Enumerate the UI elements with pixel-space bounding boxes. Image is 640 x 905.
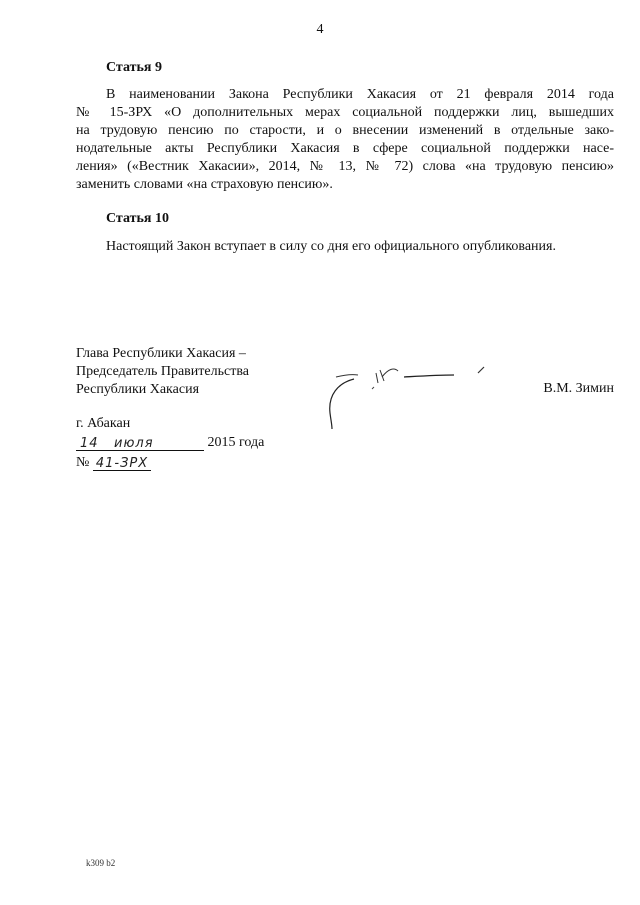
signatory-line: Республики Хакасия [76,382,200,397]
handwritten-number: 41-ЗРХ [95,456,149,471]
article-9-line: заменить словами «на страховую пенсию». [76,177,333,192]
signatory-line: Глава Республики Хакасия – [76,346,246,361]
article-9-body [76,86,614,194]
signatory-line: Председатель Правительства [76,364,249,379]
article-10-title: Статья 10 [106,211,169,226]
signer-name: В.М. Зимин [543,381,614,396]
article-9-line: ления» («Вестник Хакасии», 2014, № 13, № 72) слова «на трудовую пенсию» [76,159,614,174]
article-9-line: № 15-ЗРХ «О дополнительных мерах социальной поддержки лиц, вышедших [76,105,614,120]
number-prefix: № [76,455,90,470]
article-9-line: В наименовании Закона Республики Хакасия от 21 февраля 2014 года [106,87,614,102]
number-line [76,454,151,471]
handwritten-month: июля [114,436,154,451]
date-line [76,434,264,451]
handwritten-signature [318,355,498,435]
article-9-line: нодательные акты Республики Хакасия в сфере социальной поддержки насе- [76,141,614,156]
place: г. Абакан [76,416,131,431]
article-9-line: на трудовую пенсию по старости, и о внесении изменений в отдельные зако- [76,123,614,138]
handwritten-day: 14 [80,436,99,451]
article-10-body [76,238,614,256]
number-blank [93,454,151,471]
article-9-title: Статья 9 [106,60,162,75]
signatory-block [76,345,249,399]
date-blank [76,434,204,451]
footer-code: k309 b2 [86,858,116,868]
article-10-line: Настоящий Закон вступает в силу со дня его официального опубликования. [106,239,556,254]
date-year: 2015 года [207,435,265,450]
page-number: 4 [316,22,324,37]
